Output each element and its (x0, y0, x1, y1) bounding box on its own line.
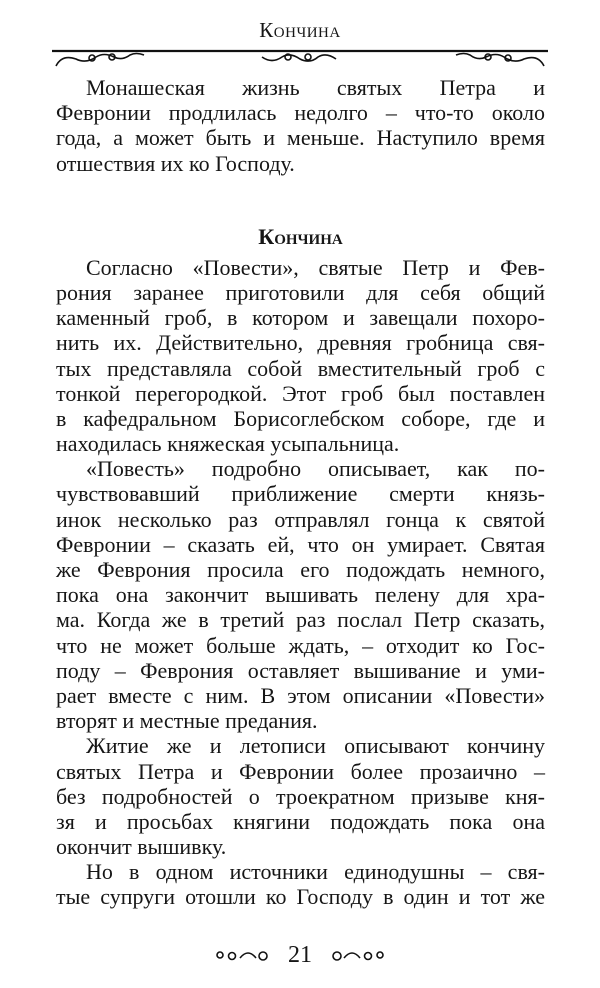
text-line: «Повесть» подробно описывает, как по- (86, 456, 545, 482)
paragraph-2 (56, 255, 545, 457)
paragraph-1 (56, 75, 545, 176)
text-line: святых Петра и Февронии более прозаично – (56, 758, 545, 784)
text-line: чувствовавший приближение смерти князь- (56, 481, 545, 507)
text-line: отшествия их ко Господу. (56, 150, 295, 176)
text-line: тонкой перегородкой. Этот гроб был поставлен (56, 380, 545, 406)
section-title: Кончина (258, 223, 343, 249)
left-flourish-icon (214, 946, 270, 964)
page-number: 21 (288, 942, 312, 968)
text-line: ма. Когда же в третий раз послал Петр сказать, (56, 607, 545, 633)
right-flourish-icon (330, 946, 386, 964)
text-line: в кафедральном Борисоглебском соборе, где и (56, 405, 545, 431)
paragraph-5 (56, 859, 545, 909)
text-line: что не может больше ждать, – отходит ко Гос- (56, 632, 545, 658)
text-line: нить их. Действительно, древняя гробница свя- (56, 330, 545, 356)
page-body (56, 75, 545, 910)
paragraph-4 (56, 733, 545, 859)
text-line: Житие же и летописи описывают кончину (86, 733, 545, 759)
text-line: же Феврония просила его подождать немного, (56, 557, 545, 582)
text-line: Монашеская жизнь святых Петра и (86, 75, 545, 100)
paragraph-3 (56, 456, 545, 733)
text-line: Февронии – сказать ей, что он умирает. Святая (56, 531, 545, 557)
text-line: каменный гроб, в котором и завещали похоро- (56, 305, 545, 331)
text-line: Согласно «Повести», святые Петр и Фев- (86, 254, 545, 280)
text-line: Февронии продлилась недолго – что-то около (56, 100, 545, 126)
text-line: рония заранее приготовили для себя общий (56, 279, 545, 305)
text-line: тых представляла собой вместительный гроб с (56, 355, 545, 381)
text-line: тые супруги отошли ко Господу в один и тот же (56, 884, 545, 910)
text-line: пока она закончит вышивать пелену для хра- (56, 582, 545, 608)
text-line: инок несколько раз отправлял гонца к святой (56, 506, 545, 532)
text-line: зя и просьбах княгини подождать пока она (56, 808, 545, 834)
text-line: рает вместе с ним. В этом описании «Повести» (56, 682, 545, 708)
text-line: Но в одном источники единодушны – свя- (86, 859, 545, 885)
running-header: Кончина (259, 18, 341, 42)
page-footer (0, 940, 600, 970)
text-line: окончит вышивку. (56, 834, 227, 860)
text-line: вторят и местные предания. (56, 708, 318, 734)
text-line: года, а может быть и меньше. Наступило время (56, 125, 545, 151)
text-line: находилась княжеская усыпальница. (56, 431, 400, 457)
ornamental-rule (52, 48, 548, 70)
text-line: без подробностей о троекратном призыве кня- (56, 783, 545, 809)
text-line: поду – Феврония оставляет вышивание и уми- (56, 657, 545, 683)
